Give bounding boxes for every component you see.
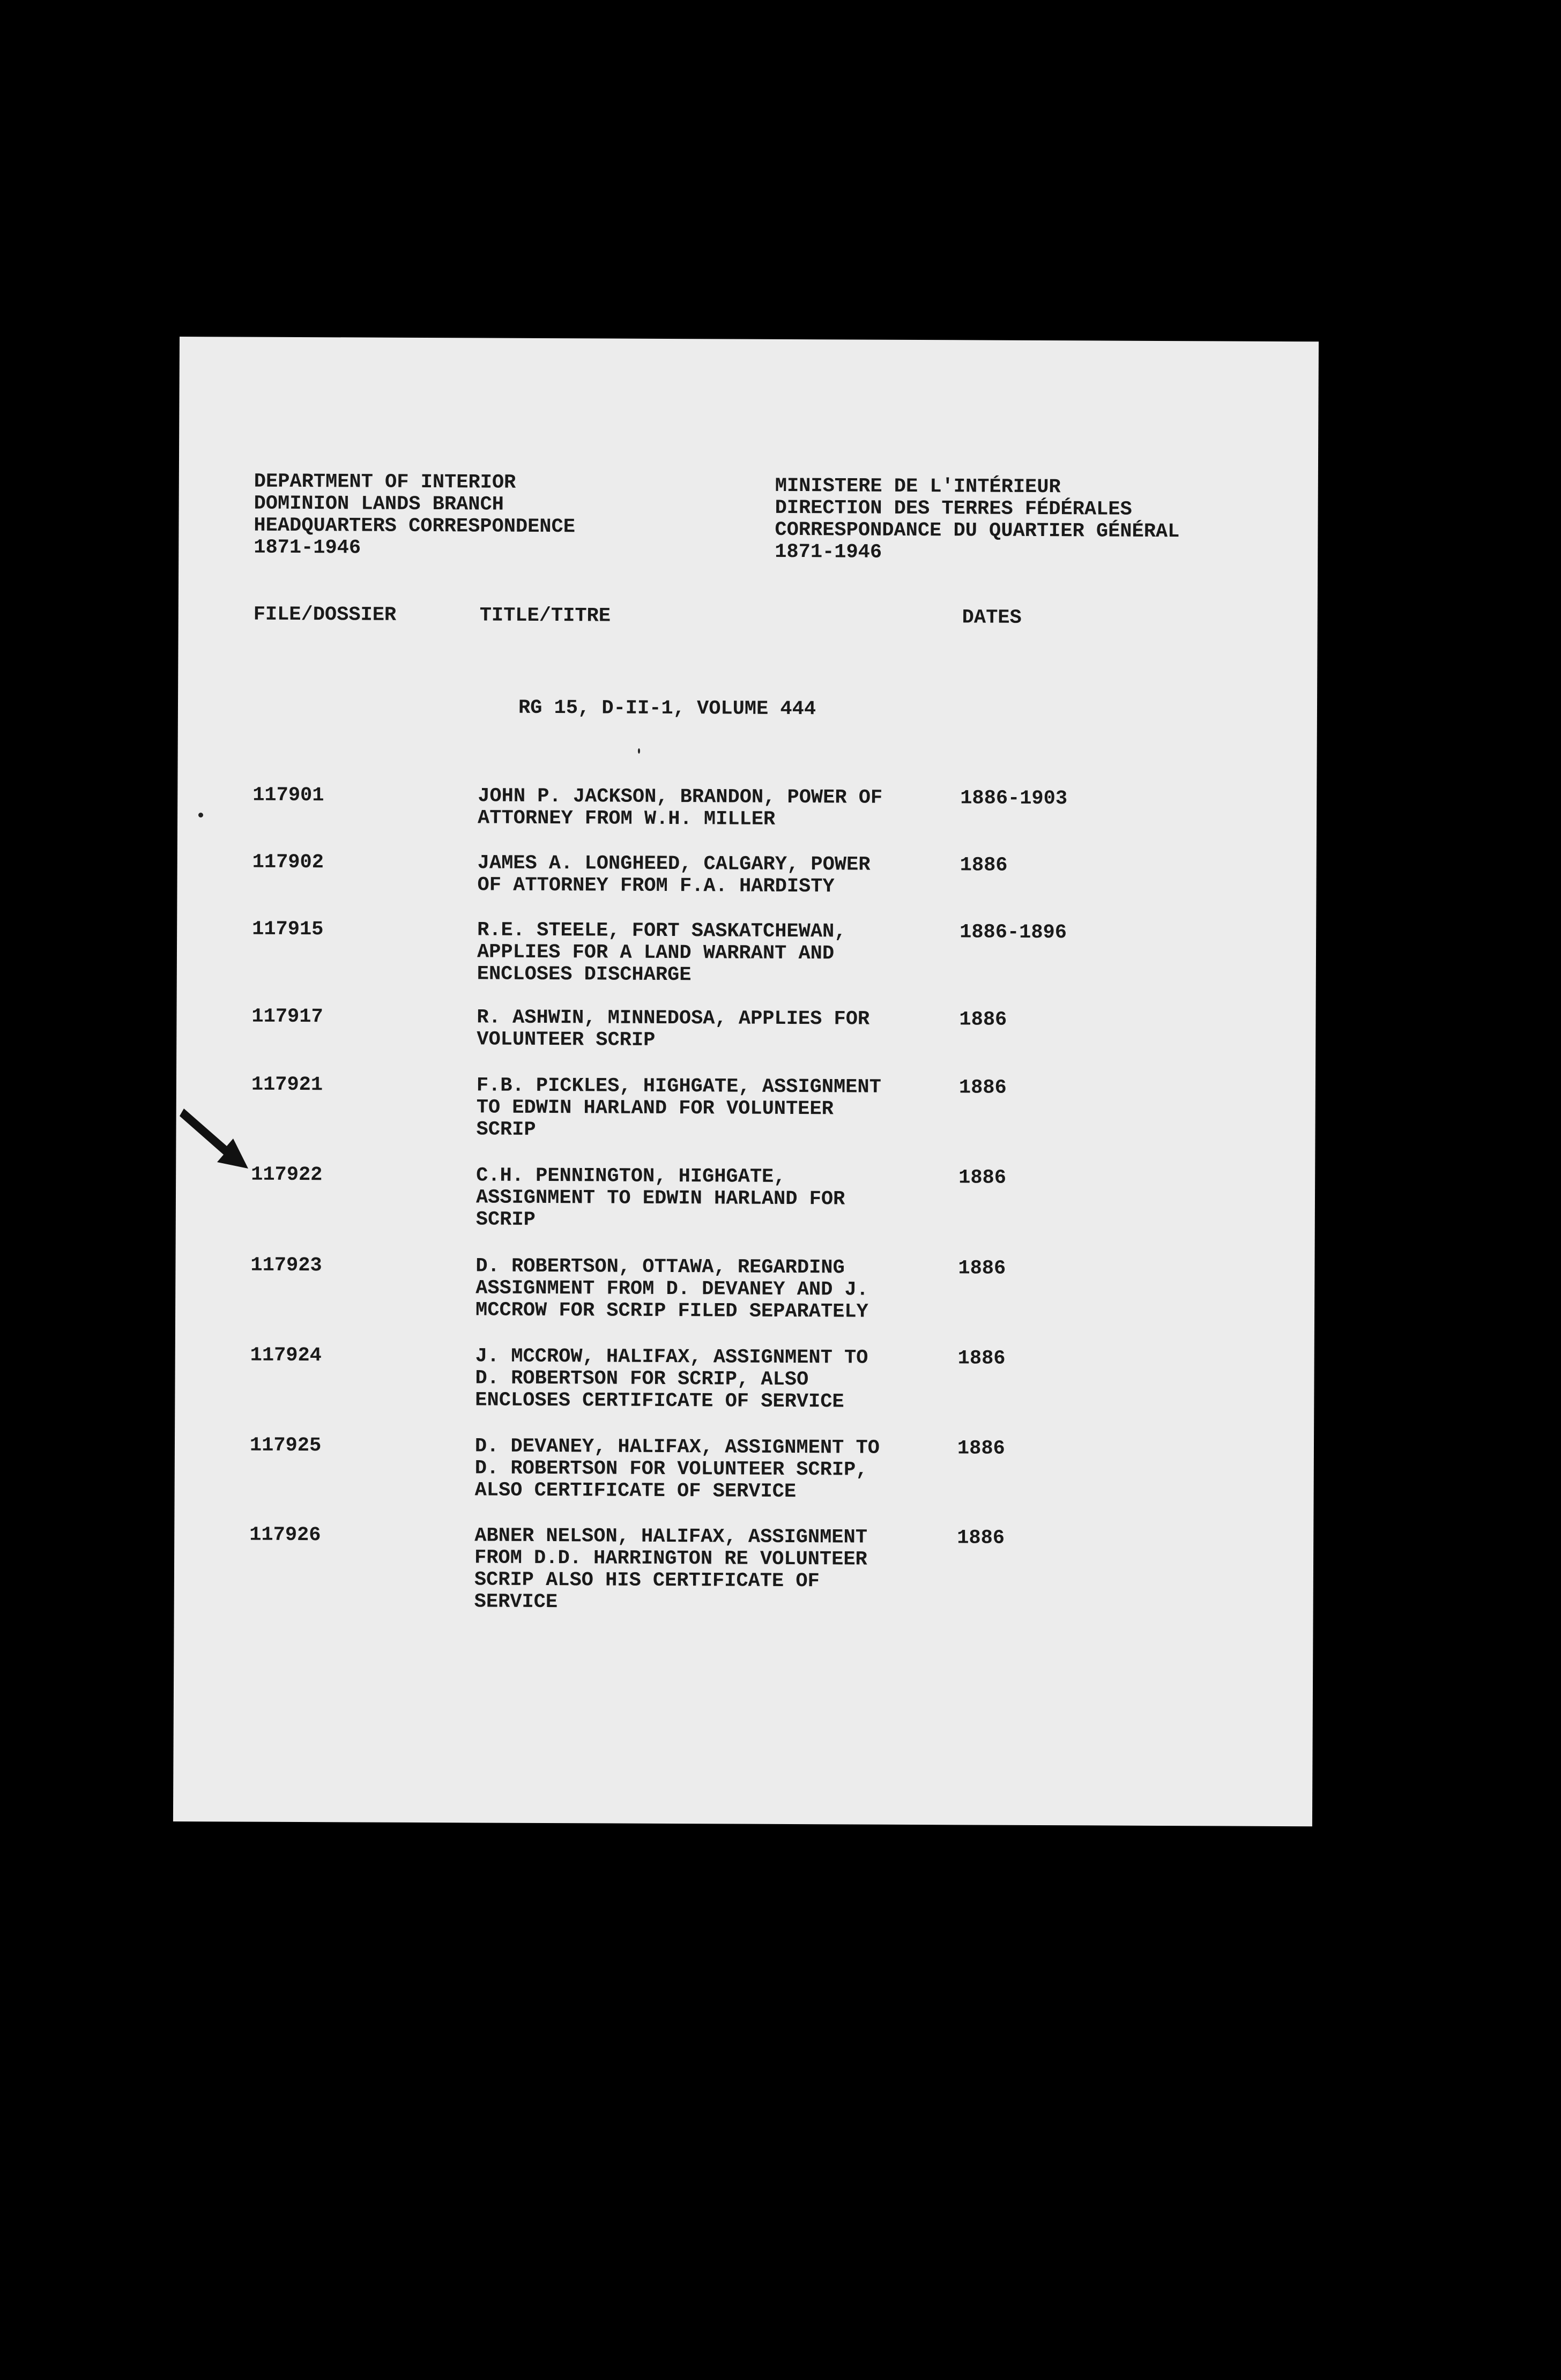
header-english-line: DEPARTMENT OF INTERIOR bbox=[254, 470, 516, 494]
entry-file-number: 117902 bbox=[252, 851, 324, 874]
entry-title bbox=[477, 1007, 869, 1052]
entry-title-line: ENCLOSES CERTIFICATE OF SERVICE bbox=[475, 1389, 844, 1414]
entry-title-line: SCRIP bbox=[476, 1118, 536, 1141]
header-french-line: 1871-1946 bbox=[775, 540, 882, 564]
entry-title-line: JOHN P. JACKSON, BRANDON, POWER OF bbox=[478, 785, 883, 809]
entry-row bbox=[177, 918, 1317, 1009]
entry-title-line: APPLIES FOR A LAND WARRANT AND bbox=[477, 941, 835, 965]
entry-title-line: F.B. PICKLES, HIGHGATE, ASSIGNMENT bbox=[476, 1074, 881, 1099]
entry-title bbox=[476, 1075, 881, 1142]
entry-row bbox=[175, 1254, 1315, 1345]
entry-title-line: ASSIGNMENT TO EDWIN HARLAND FOR bbox=[475, 1186, 845, 1211]
entry-title-line: ATTORNEY FROM W.H. MILLER bbox=[477, 807, 776, 831]
entry-file-number: 117922 bbox=[251, 1163, 323, 1187]
entry-title-line: C.H. PENNINGTON, HIGHGATE, bbox=[476, 1164, 786, 1188]
entry-title-line: ENCLOSES DISCHARGE bbox=[477, 963, 692, 987]
entry-title-line: R.E. STEELE, FORT SASKATCHEWAN, bbox=[477, 919, 846, 943]
document-page bbox=[173, 337, 1319, 1826]
entry-file-number: 117924 bbox=[250, 1344, 322, 1367]
entry-title-line: J. MCCROW, HALIFAX, ASSIGNMENT TO bbox=[475, 1345, 868, 1370]
entry-title bbox=[474, 1525, 867, 1615]
column-header-file: FILE/DOSSIER bbox=[253, 603, 397, 627]
entry-title-line: R. ASHWIN, MINNEDOSA, APPLIES FOR bbox=[477, 1006, 870, 1031]
column-header-title: TITLE/TITRE bbox=[479, 604, 611, 628]
entry-row bbox=[176, 1164, 1315, 1254]
entry-dates: 1886-1896 bbox=[960, 921, 1067, 944]
entry-dates: 1886 bbox=[957, 1347, 1006, 1370]
entry-file-number: 117926 bbox=[249, 1523, 321, 1547]
entry-dates: 1886 bbox=[958, 1166, 1007, 1189]
entry-row bbox=[175, 1344, 1314, 1435]
entry-title bbox=[475, 1345, 868, 1413]
entry-row bbox=[174, 1434, 1314, 1525]
entry-row bbox=[174, 1524, 1314, 1615]
entry-file-number: 117925 bbox=[249, 1434, 322, 1457]
entry-dates: 1886-1903 bbox=[960, 787, 1068, 810]
column-header-dates: DATES bbox=[962, 606, 1022, 629]
header-english bbox=[254, 471, 575, 561]
header-french-line: DIRECTION DES TERRES FÉDÉRALES bbox=[775, 496, 1132, 521]
entry-dates: 1886 bbox=[957, 1527, 1005, 1550]
entry-title-line: VOLUNTEER SCRIP bbox=[477, 1028, 656, 1052]
entry-dates: 1886 bbox=[958, 1257, 1006, 1280]
entry-title bbox=[478, 785, 882, 831]
entry-title bbox=[477, 919, 846, 987]
entry-title-line: ASSIGNMENT FROM D. DEVANEY AND J. bbox=[475, 1277, 869, 1301]
entry-title-line: SCRIP bbox=[475, 1208, 536, 1231]
volume-reference: RG 15, D-II-1, VOLUME 444 bbox=[518, 696, 816, 721]
entry-title-line: JAMES A. LONGHEED, CALGARY, POWER bbox=[477, 852, 871, 876]
entry-title-line: D. DEVANEY, HALIFAX, ASSIGNMENT TO bbox=[474, 1435, 880, 1460]
entry-title-line: SERVICE bbox=[474, 1590, 558, 1614]
scan-speck bbox=[638, 748, 640, 754]
header-french-line: CORRESPONDANCE DU QUARTIER GÉNÉRAL bbox=[775, 518, 1180, 544]
entry-file-number: 117923 bbox=[250, 1254, 322, 1277]
entry-title bbox=[477, 852, 870, 898]
entry-title bbox=[475, 1255, 868, 1323]
entry-title-line: MCCROW FOR SCRIP FILED SEPARATELY bbox=[475, 1299, 868, 1323]
entry-dates: 1886 bbox=[960, 854, 1008, 877]
entry-row bbox=[176, 1074, 1315, 1164]
entry-dates: 1886 bbox=[958, 1076, 1007, 1099]
entry-title bbox=[475, 1436, 880, 1503]
entry-title-line: OF ATTORNEY FROM F.A. HARDISTY bbox=[477, 874, 835, 898]
entry-title-line: D. ROBERTSON FOR SCRIP, ALSO bbox=[475, 1367, 809, 1392]
arrow-marker-icon bbox=[180, 1109, 260, 1178]
entry-title bbox=[476, 1165, 845, 1232]
header-english-line: DOMINION LANDS BRANCH bbox=[254, 492, 504, 516]
header-french-line: MINISTERE DE L'INTÉRIEUR bbox=[775, 474, 1061, 499]
entry-title-line: ALSO CERTIFICATE OF SERVICE bbox=[474, 1479, 797, 1504]
entry-title-line: SCRIP ALSO HIS CERTIFICATE OF bbox=[474, 1568, 820, 1593]
scan-speck bbox=[198, 813, 203, 817]
entry-file-number: 117915 bbox=[252, 918, 324, 941]
entry-file-number: 117921 bbox=[251, 1073, 323, 1097]
header-english-line: HEADQUARTERS CORRESPONDENCE bbox=[254, 514, 576, 539]
entry-title-line: ABNER NELSON, HALIFAX, ASSIGNMENT bbox=[474, 1524, 868, 1549]
header-french bbox=[775, 475, 1180, 565]
entry-title-line: TO EDWIN HARLAND FOR VOLUNTEER bbox=[476, 1096, 834, 1121]
entry-file-number: 117901 bbox=[252, 784, 324, 807]
entry-dates: 1886 bbox=[957, 1437, 1005, 1460]
entry-title-line: FROM D.D. HARRINGTON RE VOLUNTEER bbox=[474, 1546, 867, 1571]
entry-file-number: 117917 bbox=[251, 1005, 323, 1029]
entry-title-line: D. ROBERTSON, OTTAWA, REGARDING bbox=[475, 1255, 845, 1280]
entry-dates: 1886 bbox=[959, 1008, 1007, 1031]
entry-title-line: D. ROBERTSON FOR VOLUNTEER SCRIP, bbox=[474, 1457, 868, 1482]
header-english-line: 1871-1946 bbox=[254, 536, 361, 560]
